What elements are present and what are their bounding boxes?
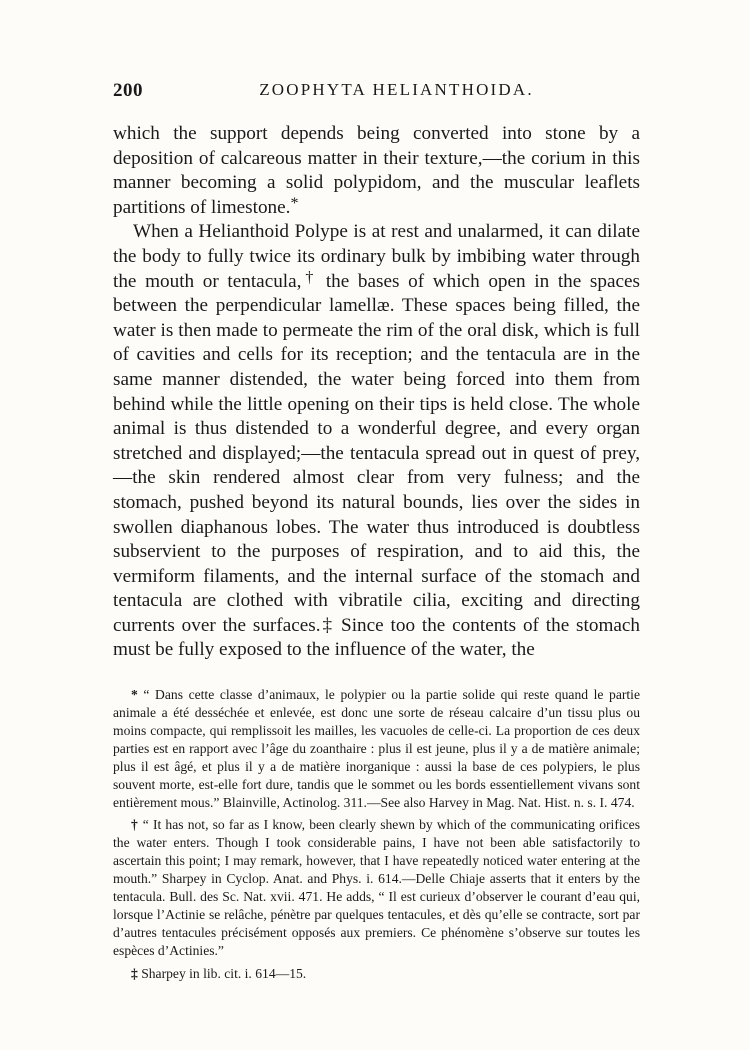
paragraph-1 bbox=[113, 122, 640, 220]
footnote-1-mark: * bbox=[131, 687, 138, 703]
footnote-3 bbox=[113, 965, 640, 983]
footnote-3-text: Sharpey in lib. cit. i. 614—15. bbox=[141, 965, 307, 981]
footnote-2-text: “ It has not, so far as I know, been clearly shewn by which of the communicating orifices the water enters. Though I took considerable pains, I have not been able satisfactorily to ascertain this point; I may remark, however, that I have repeatedly noticed water entering at the mouth.” Sharpey in Cyclop. Anat. and Phys. i. 614.—Delle Chiaje asserts that it enters by the tentacula. Bull. des Sc. Nat. xvii. 471. He adds, “ Il est curieux d’observer le courant d’eau qui, lorsque l’Actinie se relâche, pénètre par quelques tentacules, et dès qu’elle se contracte, sort par d’autres tentacules précisément opposés aux premiers. Ce phénomène s’observe sur toutes les espèces d’Actinies.” bbox=[113, 817, 640, 958]
footnote-ref-dagger: † bbox=[301, 268, 318, 286]
footnote-2 bbox=[113, 816, 640, 959]
footnote-ref-star: * bbox=[290, 194, 299, 212]
paragraph-1-text: which the support depends being converted into stone by a deposition of calcareous matter in their texture,—the corium in this manner becoming a solid polypidom, and the muscular leaflets partitions of limestone. bbox=[113, 123, 640, 218]
paragraph-2 bbox=[113, 220, 640, 663]
footnotes bbox=[113, 686, 640, 983]
page-header bbox=[113, 78, 640, 112]
footnote-1-text: “ Dans cette classe d’animaux, le polypier ou la partie solide qui reste quand le partie animale a été desséchée et enlevée, est donc une sorte de réseau calcaire d’un tissu plus ou moins compacte, qui remplissoit les mailles, les vacuoles de celle-ci. La proportion de ces deux parties est en rapport avec l’âge du zoanthaire : plus il est jeune, plus il y a de matière animale; plus il est âgé, et plus il y a de matière inorganique : aussi la base de ces polypiers, le plus souvent morte, est-elle fort dure, tandis que le sommet ou les bords essentiellement vivans sont entièrement mous.” Blainville, Actinolog. 311.—See also Harvey in Mag. Nat. Hist. n. s. I. 474. bbox=[113, 687, 640, 810]
book-page bbox=[113, 78, 640, 983]
footnote-3-mark: ‡ bbox=[131, 965, 138, 981]
paragraph-2-text-a: When a Helianthoid Polype is at rest and unalarmed, it can dilate the body to fully twice its ordinary bulk by imbibing water through the mouth or tentacula, bbox=[113, 221, 640, 292]
footnote-1 bbox=[113, 686, 640, 811]
paragraph-2-text-c: Since too the contents of the stomach must be fully exposed to the influence of the water, the bbox=[113, 614, 640, 661]
paragraph-2-text-b: the bases of which open in the spaces between the perpendicular lamellæ. These spaces being filled, the water is then made to permeate the rim of the oral disk, which is full of cavities and cells for its reception; and the tentacula are in the same manner distended, the water being forced into them from behind while the little opening on their tips is held close. The whole animal is thus distended to a wonderful degree, and every organ stretched and displayed;—the tentacula spread out in quest of prey,—the skin rendered almost clear from very fulness; and the stomach, pushed beyond its natural bounds, lies over the sides in swollen diaphanous lobes. The water thus introduced is doubtless subservient to the purposes of respiration, and to aid this, the vermiform filaments, and the internal surface of the stomach and tentacula are clothed with vibratile cilia, exciting and directing currents over the surfaces. bbox=[113, 270, 641, 636]
footnote-2-mark: † bbox=[131, 817, 139, 833]
body-text bbox=[113, 122, 640, 663]
footnote-ref-double-dagger: ‡ bbox=[320, 614, 335, 636]
running-head: ZOOPHYTA HELIANTHOIDA. bbox=[259, 80, 534, 99]
page-number: 200 bbox=[113, 80, 143, 101]
